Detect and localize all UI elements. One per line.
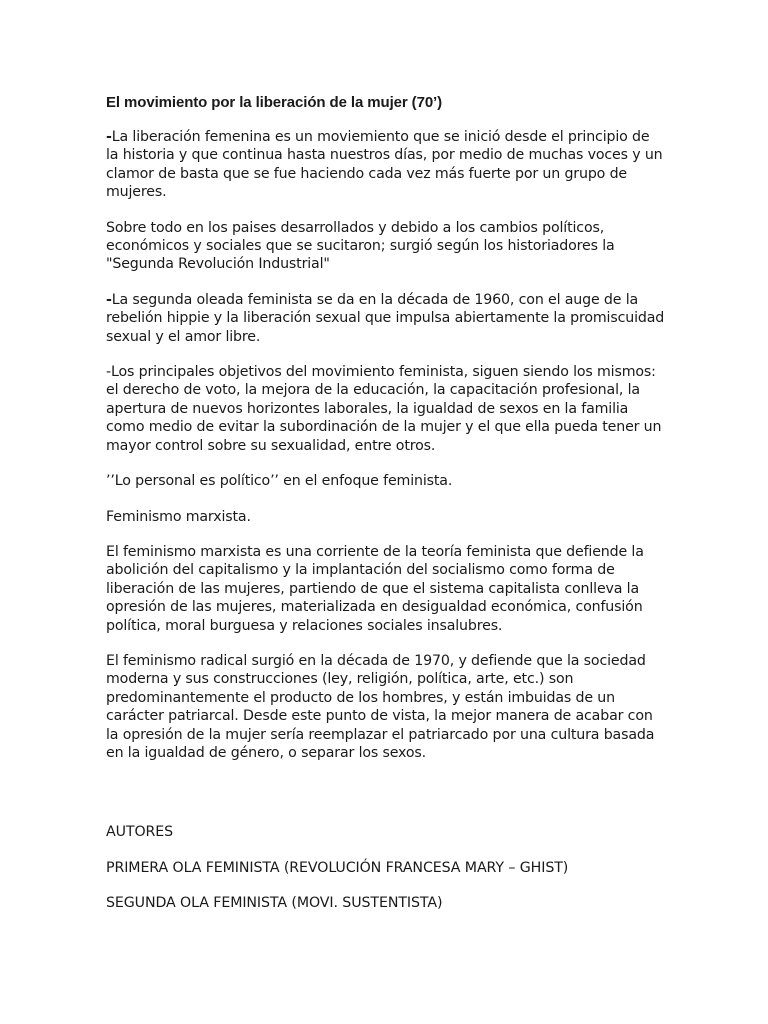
paragraph-text: El feminismo radical surgió en la década de 1970, y defiende que la sociedad moderna y sus construcciones (ley, religión, política, arte, etc.) son predominantemente el producto de los hombres, y están imbuidas de un carácter patriarcal. Desde este punto de vista, la mejor manera de acabar con la opresión de la mujer sería reemplazar el patriarcado por una cultura basada en la igualdad de género, o separar los sexos. xyxy=(106,652,655,761)
paragraph-feminismo-radical xyxy=(106,652,666,762)
paragraph-text: Sobre todo en los paises desarrollados y debido a los cambios políticos, económicos y sociales que se sucitaron; surgió según los historiadores la "Segunda Revolución Industrial" xyxy=(106,219,615,273)
wave-item-first: PRIMERA OLA FEMINISTA (REVOLUCIÓN FRANCESA MARY – GHIST) xyxy=(106,859,569,876)
authors-heading: AUTORES xyxy=(106,824,174,841)
paragraph-paises xyxy=(106,219,666,274)
paragraph-text: -Los principales objetivos del movimiento feminista, siguen siendo los mismos: el derecho de voto, la mejora de la educación, la capacitación profesional, la apertura de nuevos horizontes laborales, la igualdad de sexos en la familia como medio de evitar la subordinación de la mujer y el que ella pueda tener un mayor control sobre su sexualidad, entre otros. xyxy=(106,364,662,454)
paragraph-dash: - xyxy=(106,291,112,308)
paragraph-liberacion xyxy=(106,128,666,202)
paragraph-dash: - xyxy=(106,129,112,145)
paragraph-objetivos xyxy=(106,363,666,455)
document-page xyxy=(106,93,666,930)
paragraph-segunda-oleada xyxy=(106,291,666,346)
paragraph-lo-personal xyxy=(106,472,666,490)
paragraph-text: ’’Lo personal es político’’ en el enfoque feminista. xyxy=(106,473,453,490)
paragraph-text: La segunda oleada feminista se da en la década de 1960, con el auge de la rebelión hippie y la liberación sexual que impulsa abiertamente la promiscuidad sexual y el amor libre. xyxy=(106,291,665,345)
paragraph-text: El feminismo marxista es una corriente de la teoría feminista que defiende la abolición del capitalismo y la implantación del socialismo como forma de liberación de las mujeres, partiendo de que el sistema capitalista conlleva la opresión de las mujeres, materializada en desigualdad económica, confusión política, moral burguesa y relaciones sociales insalubres. xyxy=(106,543,644,634)
paragraph-feminismo-marxista-heading xyxy=(106,508,666,526)
wave-item-second: SEGUNDA OLA FEMINISTA (MOVI. SUSTENTISTA) xyxy=(106,895,443,912)
paragraph-feminismo-marxista xyxy=(106,543,666,635)
document-title: El movimiento por la liberación de la mujer (70’) xyxy=(106,94,443,111)
paragraph-text: Feminismo marxista. xyxy=(106,508,251,525)
spacer xyxy=(106,779,666,823)
paragraph-text: La liberación femenina es un moviemiento que se inició desde el principio de la historia y que continua hasta nuestros días, por medio de muchas voces y un clamor de basta que se fue haciendo cada vez más fuerte por un grupo de mujeres. xyxy=(106,129,663,201)
